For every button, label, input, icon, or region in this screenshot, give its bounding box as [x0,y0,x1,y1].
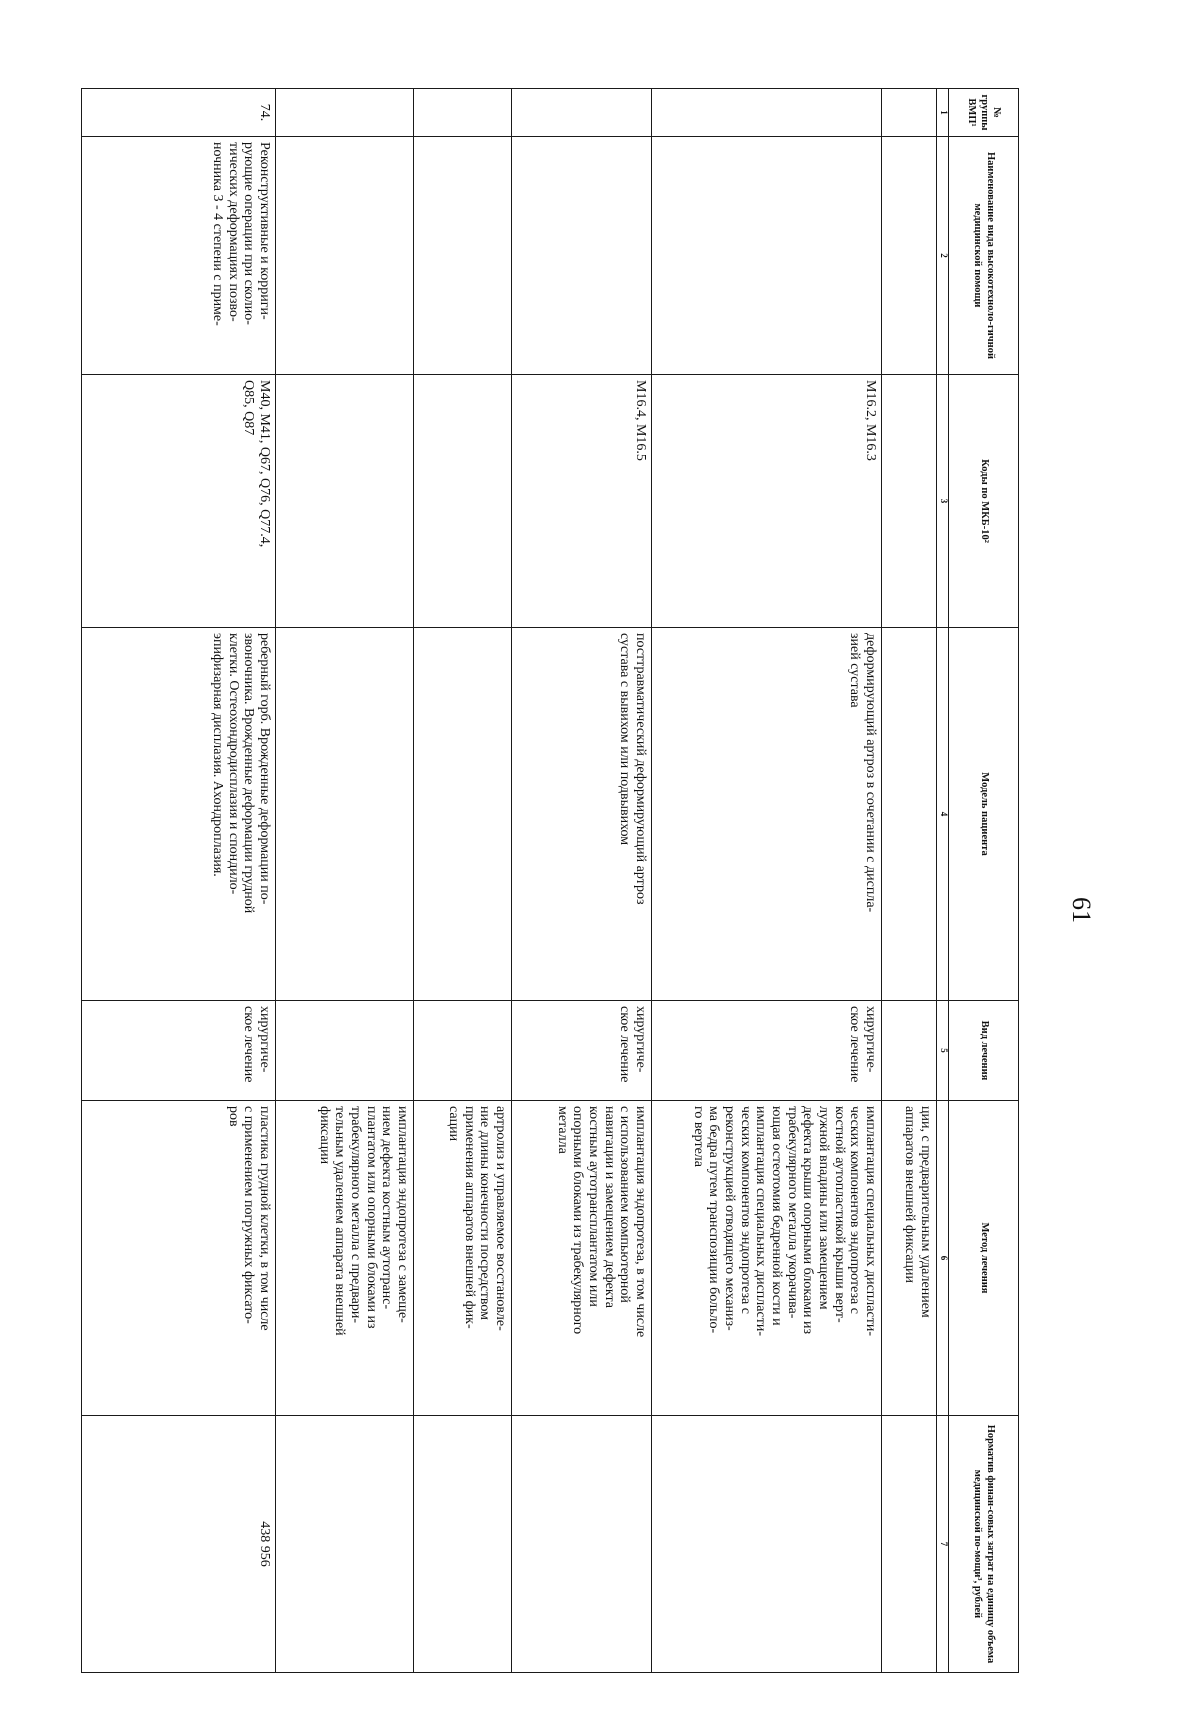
table-row [414,89,512,1673]
cell-cost-norm [414,1416,512,1673]
cell-patient-model [414,628,512,1001]
cell-cost-norm [882,1416,937,1673]
column-number-row [937,89,949,1673]
column-number: 3 [937,375,949,628]
header-cost-norm: Норматив финан-совых затрат на единицу объема медицинской по-мощи³, рублей [949,1416,1019,1673]
cell-treatment-method: пластика грудной клетки, в том числе с применением погружных фиксато- ров [82,1101,276,1416]
column-number: 5 [937,1001,949,1101]
cell-group-number [414,89,512,137]
column-number: 7 [937,1416,949,1673]
cell-treatment-method: имплантация эндопротеза с замеще- нием дефекта костным аутотранс- плантатом или опорными блоками из трабекулярного металла с предвари- тельным удалением аппарата внешней фиксации [276,1101,414,1416]
column-number: 4 [937,628,949,1001]
cell-group-number [882,89,937,137]
cell-treatment-method: имплантация специальных диспласти- ческих компонентов эндопротеза с костной аутопластикой крыши верт- лужной впадины или замещением дефекта крыши опорными блоками из трабекулярного металла укорачива- ющая остеотомия бедренной кости и имплантация специальных диспласти- ческих компонентов эндопротеза с реконструкцией отводящего механиз- ма бедра путем транспозиции больло- го вертела [652,1101,882,1416]
cell-patient-model: деформирующий артроз в сочетании с диспла- зией сустава [652,628,882,1001]
table-row [652,89,882,1673]
cell-care-type [882,137,937,375]
cell-care-type [414,137,512,375]
cell-treatment-type [882,1001,937,1101]
cell-care-type [652,137,882,375]
cell-icd-codes: M16.4, M16.5 [512,375,652,628]
cell-patient-model: реберный горб. Врожденные деформации по- звоночника. Врожденные деформации грудной клетки. Остеохондродисплазия и спондило- эпифизарная дисплазия. Ахондроплазия. [82,628,276,1001]
cell-icd-codes [882,375,937,628]
header-treatment-type: Вид лечения [949,1001,1019,1101]
cell-treatment-type: хирургиче- ское лечение [652,1001,882,1101]
cell-treatment-method: ции, с предварительным удалением аппаратов внешней фиксации [882,1101,937,1416]
header-icd-codes: Коды по МКБ-10² [949,375,1019,628]
column-number: 6 [937,1101,949,1416]
table-row [512,89,652,1673]
cell-treatment-type [276,1001,414,1101]
header-care-type: Наименование вида высокотехноло-гичной медицинской помощи [949,137,1019,375]
column-number: 1 [937,89,949,137]
cell-patient-model [276,628,414,1001]
column-number: 2 [937,137,949,375]
cell-icd-codes: M40, M41, Q67, Q76, Q77.4, Q85, Q87 [82,375,276,628]
cell-icd-codes [414,375,512,628]
table-row [882,89,937,1673]
cell-patient-model [882,628,937,1001]
rotated-table-wrapper [82,88,1019,1672]
cell-cost-norm [276,1416,414,1673]
cell-care-type: Реконструктивные и корриги- рующие операции при сколио- тических деформациях позво- ночника 3 - 4 степени с приме- [82,137,276,375]
table-row [276,89,414,1673]
cell-care-type [512,137,652,375]
header-row [949,89,1019,1673]
page-number: 61 [1067,897,1096,923]
cell-group-number [276,89,414,137]
table-row [82,89,276,1673]
cell-treatment-type [414,1001,512,1101]
cell-treatment-type: хирургиче- ское лечение [82,1001,276,1101]
cell-icd-codes [276,375,414,628]
cell-patient-model: посттравматический деформирующий артроз сустава с вывихом или подвывихом [512,628,652,1001]
cell-cost-norm [512,1416,652,1673]
header-patient-model: Модель пациента [949,628,1019,1001]
header-treatment-method: Метод лечения [949,1101,1019,1416]
cell-group-number [652,89,882,137]
cell-treatment-type: хирургиче- ское лечение [512,1001,652,1101]
cell-treatment-method: имплантация эндопротеза, в том числе с использованием компьютерной навигации и замещением дефекта костным аутотрансплантатом или опорными блоками из трабекулярного металла [512,1101,652,1416]
cell-icd-codes: M16.2, M16.3 [652,375,882,628]
cell-cost-norm: 438 956 [82,1416,276,1673]
cell-group-number: 74. [82,89,276,137]
medical-care-table [81,88,1019,1673]
cell-care-type [276,137,414,375]
cell-cost-norm [652,1416,882,1673]
cell-treatment-method: артролиз и управляемое восстановле- ние длины конечности посредством применения аппаратов внешней фик- сации [414,1101,512,1416]
header-group-number: № группы ВМП¹ [949,89,1019,137]
cell-group-number [512,89,652,137]
